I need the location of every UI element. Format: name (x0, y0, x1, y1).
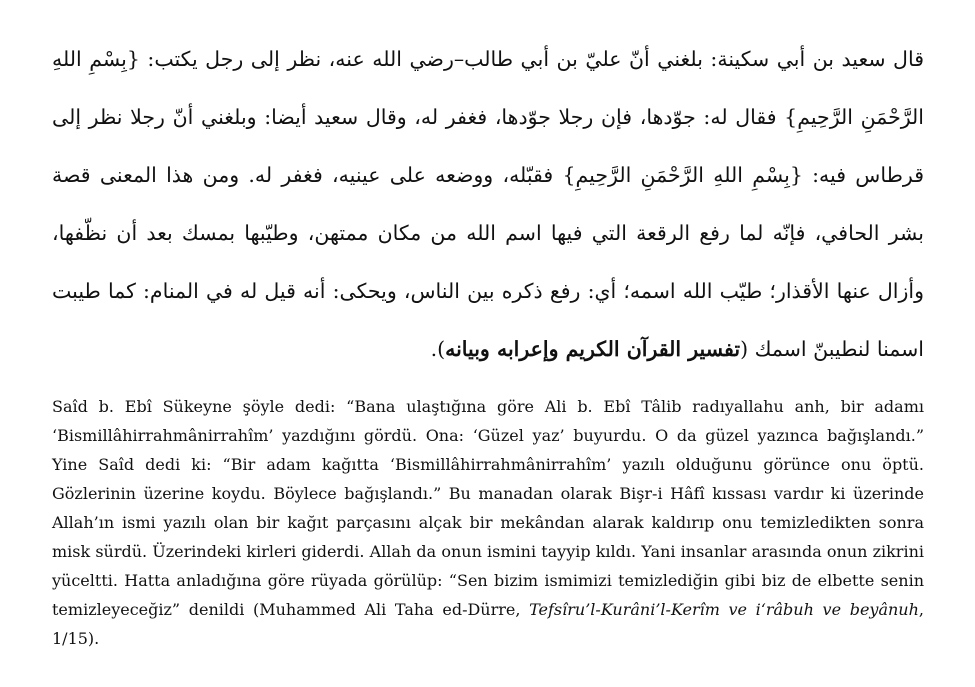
arabic-text: قال سعيد بن أبي سكينة: بلغني أنّ عليّ بن أبي طالب–رضي الله عنه، نظر إلى رجل يكتب: {بِسْمِ اللهِ الرَّحْمَنِ الرَّحِيمِ} فقال له: جوّدها، فإن رجلا جوّدها، فغفر له، وقال سعيد أيضا: وبلغني أنّ رجلا نظر إلى قرطاس فيه: {بِسْمِ اللهِ الرَّحْمَنِ الرَّحِيمِ} فقبّله، ووضعه على عينيه، فغفر له. ومن هذا المعنى قصة بشر الحافي، فإنّه لما رفع الرقعة التي فيها اسم الله من مكان ممتهن، وطيّبها بمسك بعد أن نظّفها، وأزال عنها الأقذار؛ طيّب الله اسمه؛ أي: رفع ذكره بين الناس، ويحكى: أنه قيل له في المنام: كما طيبت اسمنا لنطيبنّ اسمك ( (52, 47, 924, 361)
arabic-paragraph (52, 30, 924, 378)
arabic-closing: ). (430, 337, 446, 361)
book-title: Tefsîru’l-Kurâni’l-Kerîm ve i‘râbuh ve beyânuh (529, 600, 919, 619)
turkish-translation-paragraph (52, 392, 924, 653)
turkish-text: Saîd b. Ebî Sükeyne şöyle dedi: “Bana ulaştığına göre Ali b. Ebî Tâlib radıyallahu anh, bir adamı ‘Bismillâhirrahmânirrahîm’ yazdığını gördü. Ona: ‘Güzel yaz’ buyurdu. O da güzel yazınca bağışlandı.” Yine Saîd dedi ki: “Bir adam kağıtta ‘Bismillâhirrahmânirrahîm’ yazılı olduğunu görünce onu öptü. Gözlerinin üzerine koydu. Böylece bağışlandı.” Bu manadan olarak Bişr-i Hâfî kıssası vardır ki üzerinde Allah’ın ismi yazılı olan bir kağıt parçasını alçak bir mekândan alarak kaldırıp onu temizledikten sonra misk sürdü. Üzerindeki kirleri giderdi. Allah da onun ismini tayyip kıldı. Yani insanlar arasında onun zikrini yüceltti. Hatta anladığına göre rüyada görülüp: “Sen bizim ismimizi temizlediğin gibi biz de elbette senin temizleyeceğiz” denildi (Muhammed Ali Taha ed-Dürre, (52, 397, 924, 619)
document-page (52, 30, 924, 653)
arabic-citation: تفسير القرآن الكريم وإعرابه وبيانه (445, 337, 741, 361)
book-reference: , 1/15). (52, 600, 924, 648)
